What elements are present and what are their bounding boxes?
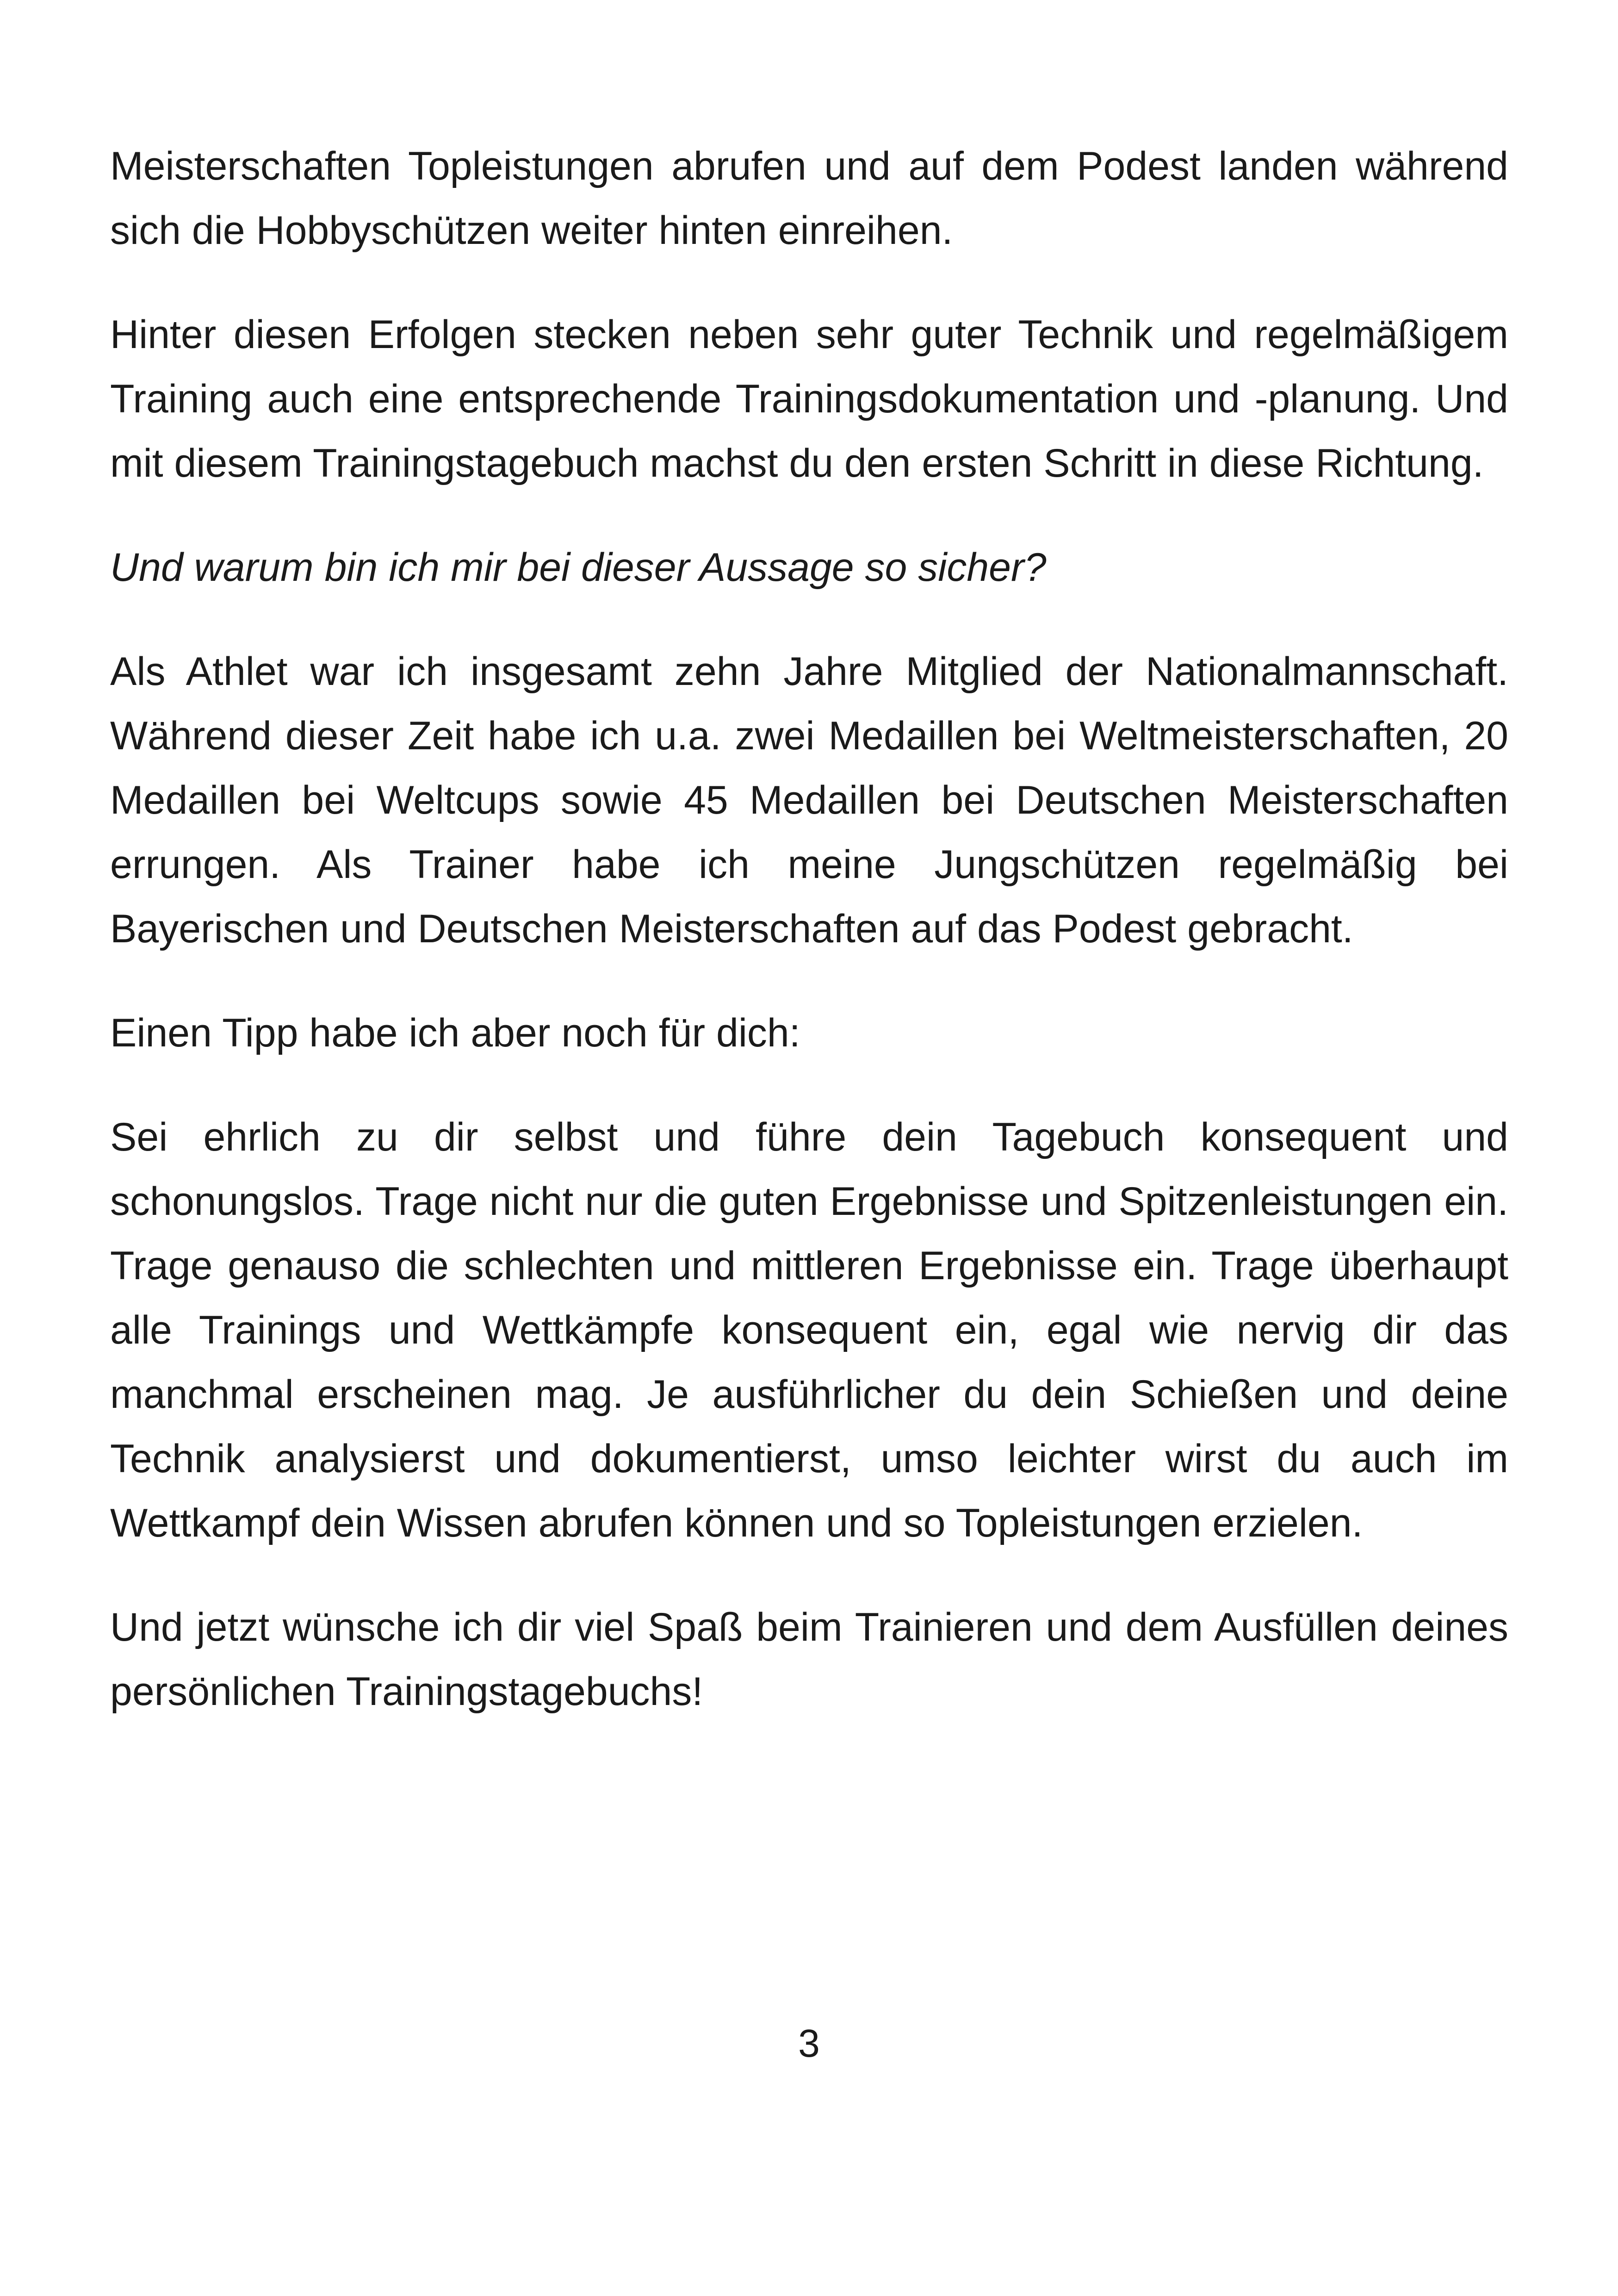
page-body — [110, 134, 1508, 1764]
paragraph-rhetorical-question: Und warum bin ich mir bei dieser Aussage so sicher? — [110, 545, 1047, 590]
page-number: 3 — [798, 2022, 820, 2065]
paragraph-tip-intro: Einen Tipp habe ich aber noch für dich: — [110, 1011, 800, 1055]
paragraph-success-factors: Hinter diesen Erfolgen stecken neben sehr guter Technik und regelmäßigem Training auch eine entsprechende Trainingsdokumentation und -planung. Und mit diesem Trainingstagebuch machst du den ersten Schritt in diese Richtung. — [110, 312, 1508, 485]
paragraph-tip-content: Sei ehrlich zu dir selbst und führe dein Tagebuch konsequent und schonungslos. Trage nicht nur die guten Ergebnisse und Spitzenleistungen ein. Trage genauso die schlechten und mittleren Ergebnisse ein. Trage überhaupt alle Trainings und Wettkämpfe konsequent ein, egal wie nervig dir das manchmal erscheinen mag. Je ausführlicher du dein Schießen und deine Technik analysierst und dokumentierst, umso leichter wirst du auch im Wettkampf dein Wissen abrufen können und so Topleistungen erzielen. — [110, 1115, 1508, 1545]
paragraph-intro-continuation: Meisterschaften Topleistungen abrufen und auf dem Podest landen während sich die Hobbyschützen weiter hinten einreihen. — [110, 144, 1508, 253]
paragraph-author-credentials: Als Athlet war ich insgesamt zehn Jahre Mitglied der Nationalmannschaft. Während dieser Zeit habe ich u.a. zwei Medaillen bei Weltmeisterschaften, 20 Medaillen bei Weltcups sowie 45 Medaillen bei Deutschen Meisterschaften errungen. Als Trainer habe ich meine Jungschützen regelmäßig bei Bayerischen und Deutschen Meisterschaften auf das Podest gebracht. — [110, 649, 1508, 951]
paragraph-closing: Und jetzt wünsche ich dir viel Spaß beim Trainieren und dem Ausfüllen deines persönlichen Trainingstagebuchs! — [110, 1605, 1508, 1714]
